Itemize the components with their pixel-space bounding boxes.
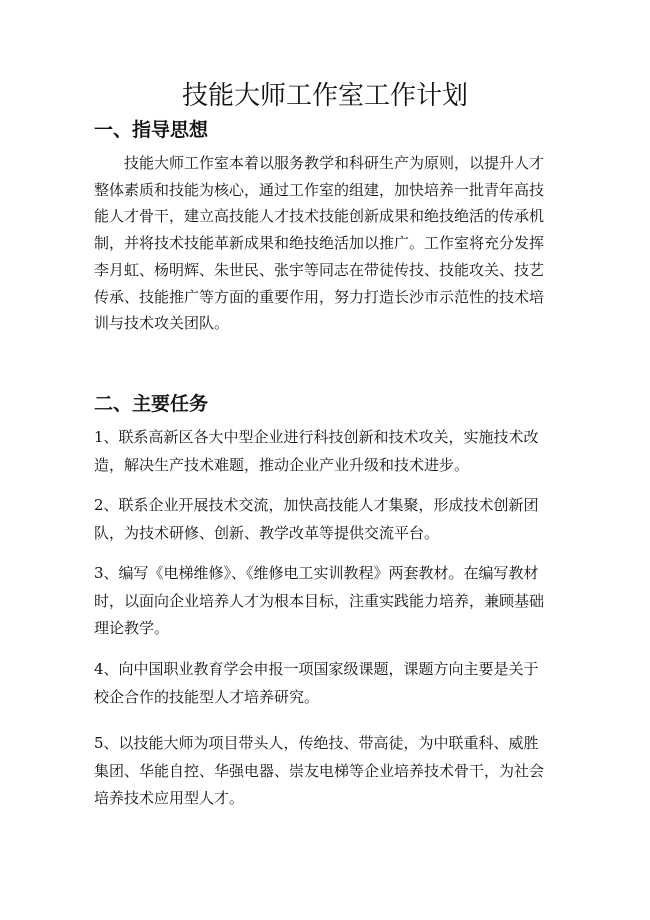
task-line: 3、编写《电梯维修》、《维修电工实训教程》两套教材。在编写教材 [94,564,539,582]
task-line: 4、向中国职业教育学会申报一项国家级课题，课题方向主要是关于 [94,660,539,678]
task-line: 培养技术应用型人才。 [94,789,245,807]
paragraph-line: 训与技术攻关团队。 [94,314,230,333]
document-title: 技能大师工作室工作计划 [181,81,468,111]
paragraph-line: 能人才骨干，建立高技能人才技术技能创新成果和绝技绝活的传承机 [94,207,545,226]
task-item-4 [94,656,556,711]
section-heading-guiding-ideology: 一、指导思想 [94,119,209,141]
task-item-1 [94,424,556,479]
task-line: 集团、华能自控、华强电器、崇友电梯等企业培养技术骨干，为社会 [94,761,545,780]
paragraph-line: 李月虹、杨明辉、朱世民、张宇等同志在带徒传技、技能攻关、技艺 [94,260,545,279]
paragraph-line: 制，并将技术技能革新成果和绝技绝活加以推广。工作室将充分发挥 [94,234,545,253]
paragraph-line: 整体素质和技能为核心，通过工作室的组建，加快培养一批青年高技 [94,180,545,199]
task-line: 造，解决生产技术难题，推动企业产业升级和技术进步。 [94,455,470,474]
task-line: 1、联系高新区各大中型企业进行科技创新和技术攻关，实施技术改 [94,428,539,446]
paragraph-line: 传承、技能推广等方面的重要作用，努力打造长沙市示范性的技术培 [94,287,545,306]
task-line: 2、联系企业开展技术交流，加快高技能人才集聚，形成技术创新团 [94,496,539,514]
task-line: 理论教学。 [94,619,170,637]
guiding-ideology-paragraph [94,150,556,337]
paragraph-line: 技能大师工作室本着以服务教学和科研生产为原则，以提升人才 [124,154,545,172]
task-line: 时，以面向企业培养人才为根本目标，注重实践能力培养，兼顾基础 [94,591,545,610]
section-heading-main-tasks: 二、主要任务 [94,393,209,415]
task-line: 5、以技能大师为项目带头人，传绝技、带高徒，为中联重科、威胜 [94,734,539,752]
task-line: 校企合作的技能型人才培养研究。 [94,687,320,706]
task-item-2 [94,492,556,547]
task-item-3 [94,560,556,643]
task-item-5 [94,730,556,813]
task-line: 队，为技术研修、创新、教学改革等提供交流平台。 [94,523,440,542]
